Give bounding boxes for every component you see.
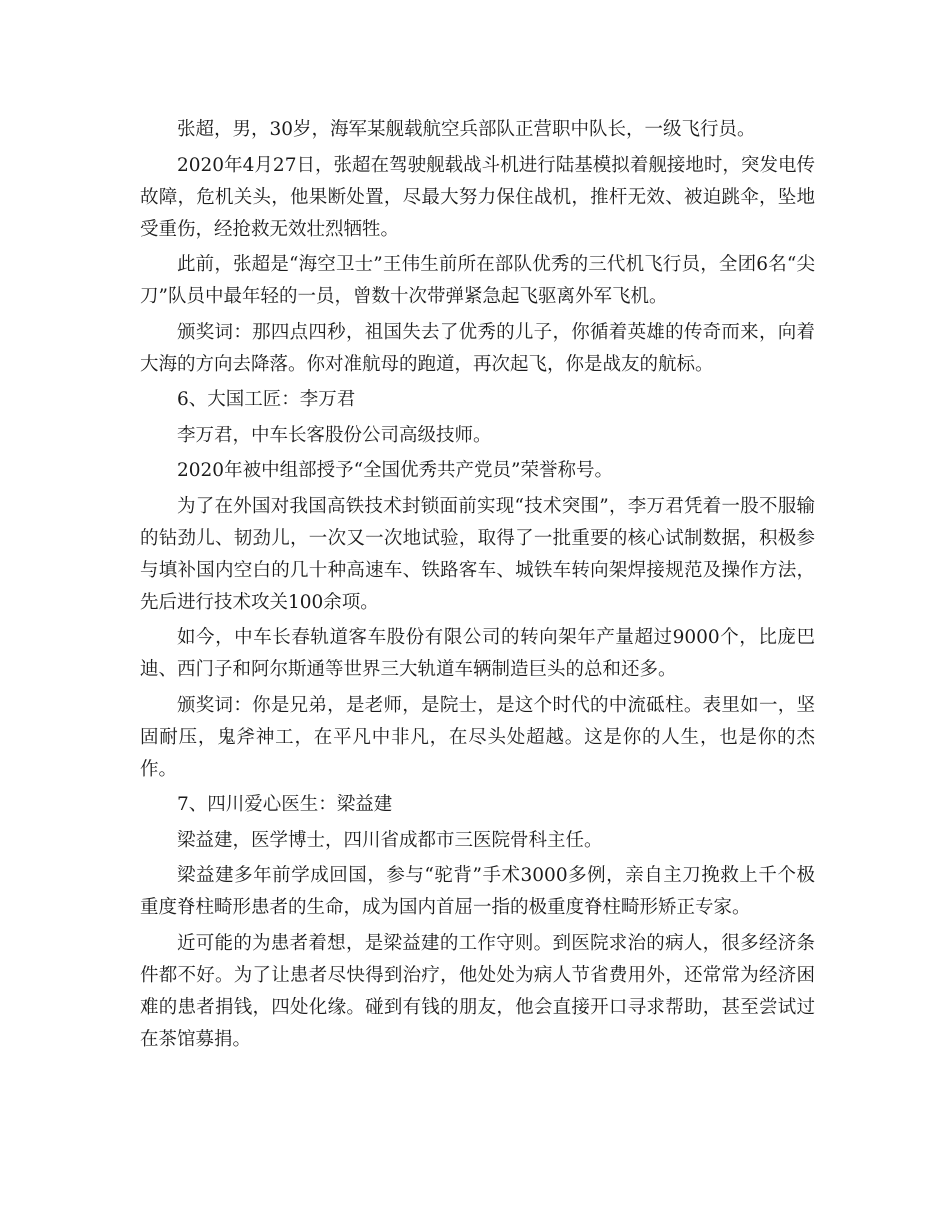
paragraph-liwanjun-output: 如今，中车长春轨道客车股份有限公司的转向架年产量超过9000个，比庞巴迪、西门子和阿尔斯通等世界三大轨道车辆制造巨头的总和还多。 bbox=[140, 627, 815, 680]
paragraph-zhangchao-intro: 张超，男，30岁，海军某舰载航空兵部队正营职中队长，一级飞行员。 bbox=[177, 119, 756, 140]
paragraph-liangyijian-intro: 梁益建，医学博士，四川省成都市三医院骨科主任。 bbox=[177, 829, 603, 851]
paragraph-liwanjun-citation: 颁奖词：你是兄弟，是老师，是院士，是这个时代的中流砥柱。表里如一，坚固耐压，鬼斧神工，在平凡中非凡，在尽头处超越。这是你的人生，也是你的杰作。 bbox=[140, 694, 815, 780]
section-heading-liangyijian: 7、四川爱心医生：梁益建 bbox=[177, 794, 393, 815]
paragraph-liangyijian-charity: 近可能的为患者着想，是梁益建的工作守则。到医院求治的病人，很多经济条件都不好。为了让患者尽快得到治疗，他处处为病人节省费用外，还常常为经济困难的患者捐钱，四处化缘。碰到有钱的朋友，他会直接开口寻求帮助，甚至尝试过在茶馆募捐。 bbox=[140, 932, 815, 1050]
paragraph-zhangchao-citation: 颁奖词：那四点四秒，祖国失去了优秀的儿子，你循着英雄的传奇而来，向着大海的方向去降落。你对准航母的跑道，再次起飞，你是战友的航标。 bbox=[140, 321, 815, 375]
paragraph-zhangchao-background: 此前，张超是“海空卫士”王伟生前所在部队优秀的三代机飞行员，全团6名“尖刀”队员中最年轻的一员，曾数十次带弹紧急起飞驱离外军飞机。 bbox=[140, 254, 815, 307]
paragraph-liwanjun-breakthrough: 为了在外国对我国高铁技术封锁面前实现“技术突围”，李万君凭着一股不服输的钻劲儿、韧劲儿，一次又一次地试验，取得了一批重要的核心试制数据，积极参与填补国内空白的几十种高速车、铁路客车、城铁车转向架焊接规范及操作方法，先后进行技术攻关100余项。 bbox=[140, 495, 815, 613]
paragraph-liwanjun-honor: 2020年被中组部授予“全国优秀共产党员”荣誉称号。 bbox=[177, 460, 613, 481]
paragraph-zhangchao-accident: 2020年4月27日，张超在驾驶舰载战斗机进行陆基模拟着舰接地时，突发电传故障，危机关头，他果断处置，尽最大努力保住战机，推杆无效、被迫跳伞，坠地受重伤，经抢救无效壮烈牺牲。 bbox=[140, 154, 815, 240]
document-body bbox=[140, 114, 815, 1059]
section-heading-liwanjun: 6、大国工匠：李万君 bbox=[177, 389, 356, 410]
paragraph-liangyijian-surgery: 梁益建多年前学成回国，参与“驼背”手术3000多例，亲自主刀挽救上千个极重度脊柱畸形患者的生命，成为国内首屈一指的极重度脊柱畸形矫正专家。 bbox=[140, 865, 815, 918]
paragraph-liwanjun-intro: 李万君，中车长客股份公司高级技师。 bbox=[177, 424, 492, 446]
